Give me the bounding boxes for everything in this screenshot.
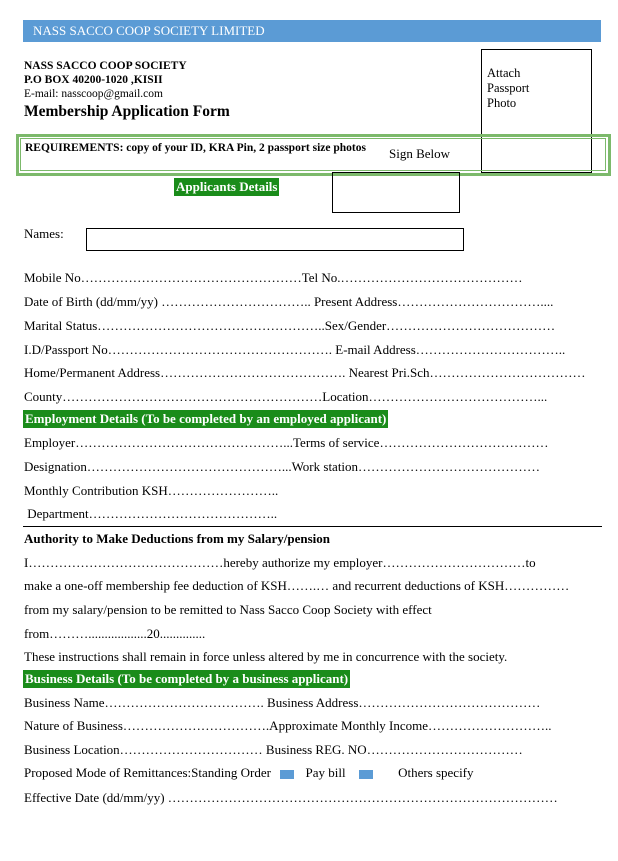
remittance-label: Proposed Mode of Remittances:Standing Order xyxy=(24,765,271,780)
field-line[interactable]: Designation………………………………………...Work station…………………………………… xyxy=(24,459,541,474)
header-banner: NASS SACCO COOP SOCIETY LIMITED xyxy=(23,20,601,42)
field-line[interactable]: Employer…………………………………………...Terms of service………………………………… xyxy=(24,435,549,450)
field-line[interactable]: Nature of Business…………………………….Approximate Monthly Income……………………….. xyxy=(24,718,552,733)
others-specify-label: Others specify xyxy=(398,765,474,780)
field-line[interactable]: County……………………………………………………Location…………………………………... xyxy=(24,389,548,404)
authority-line[interactable]: from………..................20.............. xyxy=(24,626,206,641)
applicants-details-header: Applicants Details xyxy=(176,179,278,194)
signature-box[interactable] xyxy=(332,172,460,213)
effective-date-line[interactable]: Effective Date (dd/mm/yy) ……………………………………………………………………………… xyxy=(24,790,558,805)
authority-line[interactable]: make a one-off membership fee deduction of KSH…….… and recurrent deductions of KSH…………… xyxy=(24,578,570,593)
field-line[interactable]: Home/Permanent Address……………………………………. Nearest Pri.Sch……………………………… xyxy=(24,365,586,380)
authority-header: Authority to Make Deductions from my Salary/pension xyxy=(24,531,330,546)
pay-bill-checkbox[interactable] xyxy=(359,770,373,779)
photo-box-line: Passport xyxy=(487,81,530,95)
remittance-row xyxy=(24,765,474,781)
requirements-text: REQUIREMENTS: copy of your ID, KRA Pin, 2 passport size photos xyxy=(25,142,366,154)
org-name: NASS SACCO COOP SOCIETY xyxy=(24,60,187,72)
authority-line: from my salary/pension to be remitted to Nass Sacco Coop Society with effect xyxy=(24,602,432,617)
section-divider xyxy=(23,526,602,527)
employment-details-header: Employment Details (To be completed by an employed applicant) xyxy=(25,411,387,426)
business-details-header: Business Details (To be completed by a business applicant) xyxy=(25,671,349,686)
photo-box-text xyxy=(487,66,529,111)
photo-box-line: Photo xyxy=(487,96,517,110)
names-input[interactable] xyxy=(86,228,464,251)
names-label: Names: xyxy=(24,226,64,241)
authority-line[interactable]: I………………………………………hereby authorize my employer……………………………to xyxy=(24,555,536,570)
field-line[interactable]: Mobile No……………………………………………Tel No.…………………………………… xyxy=(24,270,523,285)
form-title: Membership Application Form xyxy=(24,103,230,120)
org-email: E-mail: nasscoop@gmail.com xyxy=(24,88,163,100)
sign-below-label: Sign Below xyxy=(389,146,451,161)
field-line[interactable]: Business Name………………………………. Business Address…………………………………… xyxy=(24,695,541,710)
authority-line: These instructions shall remain in force unless altered by me in concurrence with the society. xyxy=(24,649,508,664)
org-address: P.O BOX 40200-1020 ,KISII xyxy=(24,74,163,86)
field-line[interactable]: Marital Status……………………………………………..Sex/Gender………………………………… xyxy=(24,318,556,333)
field-line[interactable]: I.D/Passport No……………………………………………. E-mail Address…………………………….. xyxy=(24,342,566,357)
standing-order-checkbox[interactable] xyxy=(280,770,294,779)
field-line[interactable]: Monthly Contribution KSH…………………….. xyxy=(24,483,279,498)
pay-bill-label: Pay bill xyxy=(305,765,346,780)
field-line[interactable]: Department…………………………………….. xyxy=(24,506,278,521)
field-line[interactable]: Date of Birth (dd/mm/yy) …………………………….. Present Address…………………………….... xyxy=(24,294,554,309)
photo-box-line: Attach xyxy=(487,66,521,80)
field-line[interactable]: Business Location…………………………… Business REG. NO……………………………… xyxy=(24,742,523,757)
